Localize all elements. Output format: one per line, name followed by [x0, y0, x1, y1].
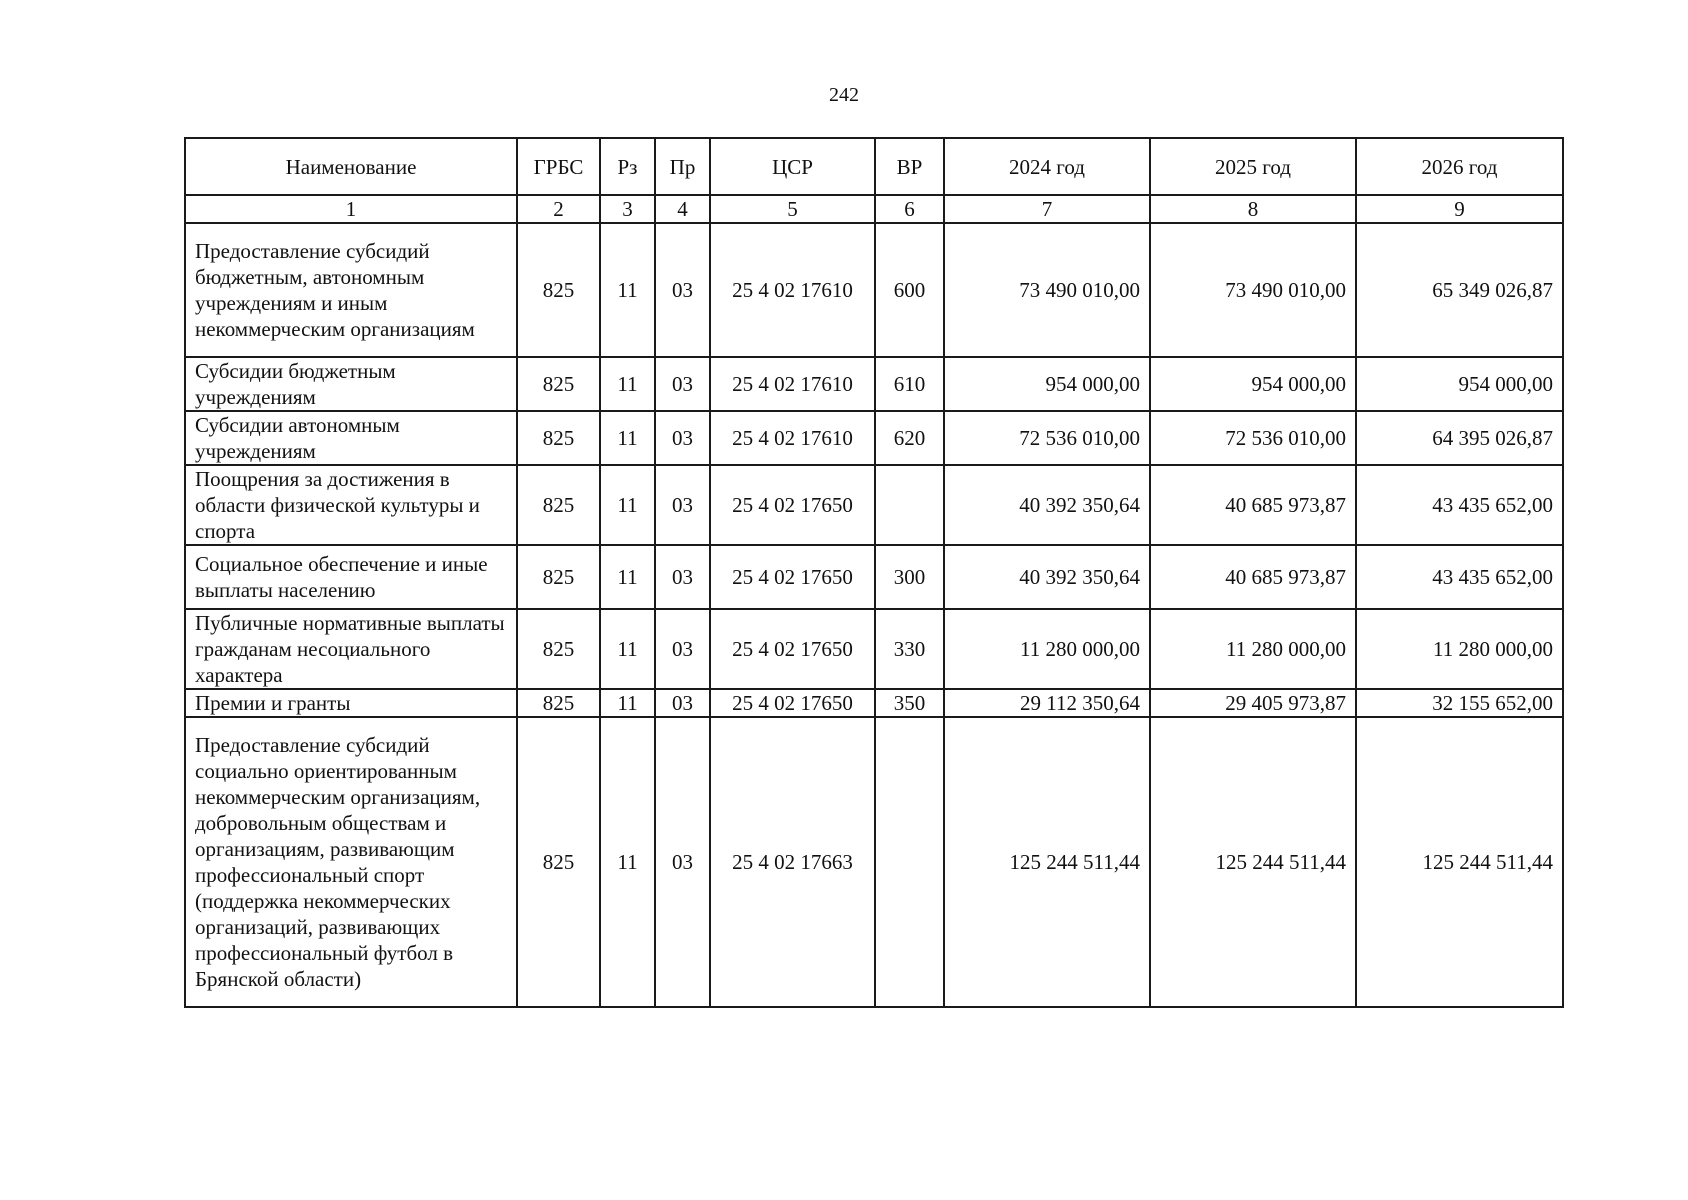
row-vr: [875, 465, 944, 545]
row-amount-2025: 73 490 010,00: [1150, 223, 1356, 357]
header-2026: 2026 год: [1356, 138, 1563, 195]
row-csr: 25 4 02 17650: [710, 689, 875, 717]
row-vr: 300: [875, 545, 944, 609]
row-grbs: 825: [517, 545, 600, 609]
header-2024: 2024 год: [944, 138, 1150, 195]
row-amount-2024: 29 112 350,64: [944, 689, 1150, 717]
header-vr: ВР: [875, 138, 944, 195]
column-number: 7: [944, 195, 1150, 223]
column-number: 4: [655, 195, 710, 223]
row-pr: 03: [655, 689, 710, 717]
row-name: Премии и гранты: [185, 689, 517, 717]
table-row: [185, 545, 1563, 609]
row-grbs: 825: [517, 717, 600, 1007]
column-number-row: [185, 195, 1563, 223]
page-number: 242: [829, 84, 859, 106]
header-name: Наименование: [185, 138, 517, 195]
row-amount-2024: 125 244 511,44: [944, 717, 1150, 1007]
header-2025: 2025 год: [1150, 138, 1356, 195]
row-amount-2025: 954 000,00: [1150, 357, 1356, 411]
row-amount-2025: 72 536 010,00: [1150, 411, 1356, 465]
row-pr: 03: [655, 411, 710, 465]
row-vr: [875, 717, 944, 1007]
row-amount-2025: 125 244 511,44: [1150, 717, 1356, 1007]
row-amount-2025: 29 405 973,87: [1150, 689, 1356, 717]
row-amount-2026: 11 280 000,00: [1356, 609, 1563, 689]
row-amount-2024: 72 536 010,00: [944, 411, 1150, 465]
row-amount-2024: 73 490 010,00: [944, 223, 1150, 357]
table-row: [185, 411, 1563, 465]
header-grbs: ГРБС: [517, 138, 600, 195]
header-rz: Рз: [600, 138, 655, 195]
row-amount-2026: 65 349 026,87: [1356, 223, 1563, 357]
row-vr: 330: [875, 609, 944, 689]
row-amount-2026: 125 244 511,44: [1356, 717, 1563, 1007]
row-rz: 11: [600, 717, 655, 1007]
row-amount-2025: 40 685 973,87: [1150, 465, 1356, 545]
row-rz: 11: [600, 545, 655, 609]
row-name: Предоставление субсидий социально ориентированным некоммерческим организациям, добровольным обществам и организациям, развивающим профессиональный спорт (поддержка некоммерческих организаций, развивающих профессиональный футбол в Брянской области): [185, 717, 517, 1007]
row-pr: 03: [655, 717, 710, 1007]
row-grbs: 825: [517, 689, 600, 717]
header-row: [185, 138, 1563, 195]
column-number: 3: [600, 195, 655, 223]
row-grbs: 825: [517, 465, 600, 545]
row-csr: 25 4 02 17610: [710, 357, 875, 411]
column-number: 5: [710, 195, 875, 223]
header-pr: Пр: [655, 138, 710, 195]
row-vr: 610: [875, 357, 944, 411]
row-pr: 03: [655, 357, 710, 411]
row-amount-2025: 11 280 000,00: [1150, 609, 1356, 689]
row-name: Предоставление субсидий бюджетным, автономным учреждениям и иным некоммерческим организациям: [185, 223, 517, 357]
row-grbs: 825: [517, 411, 600, 465]
column-number: 1: [185, 195, 517, 223]
row-pr: 03: [655, 223, 710, 357]
column-number: 9: [1356, 195, 1563, 223]
row-name: Субсидии автономным учреждениям: [185, 411, 517, 465]
header-csr: ЦСР: [710, 138, 875, 195]
row-csr: 25 4 02 17610: [710, 411, 875, 465]
row-name: Социальное обеспечение и иные выплаты населению: [185, 545, 517, 609]
row-csr: 25 4 02 17663: [710, 717, 875, 1007]
column-number: 6: [875, 195, 944, 223]
row-amount-2024: 954 000,00: [944, 357, 1150, 411]
row-rz: 11: [600, 689, 655, 717]
row-csr: 25 4 02 17610: [710, 223, 875, 357]
row-name: Субсидии бюджетным учреждениям: [185, 357, 517, 411]
row-amount-2026: 32 155 652,00: [1356, 689, 1563, 717]
table-row: [185, 689, 1563, 717]
row-amount-2026: 64 395 026,87: [1356, 411, 1563, 465]
row-pr: 03: [655, 609, 710, 689]
row-amount-2024: 11 280 000,00: [944, 609, 1150, 689]
row-rz: 11: [600, 465, 655, 545]
column-number: 2: [517, 195, 600, 223]
row-name: Поощрения за достижения в области физической культуры и спорта: [185, 465, 517, 545]
table-row: [185, 223, 1563, 357]
row-amount-2026: 43 435 652,00: [1356, 465, 1563, 545]
column-number: 8: [1150, 195, 1356, 223]
row-csr: 25 4 02 17650: [710, 465, 875, 545]
row-amount-2024: 40 392 350,64: [944, 465, 1150, 545]
row-pr: 03: [655, 545, 710, 609]
row-rz: 11: [600, 609, 655, 689]
row-vr: 620: [875, 411, 944, 465]
row-rz: 11: [600, 411, 655, 465]
row-grbs: 825: [517, 609, 600, 689]
row-csr: 25 4 02 17650: [710, 609, 875, 689]
row-name: Публичные нормативные выплаты гражданам несоциального характера: [185, 609, 517, 689]
row-grbs: 825: [517, 357, 600, 411]
row-csr: 25 4 02 17650: [710, 545, 875, 609]
table-row: [185, 609, 1563, 689]
row-amount-2025: 40 685 973,87: [1150, 545, 1356, 609]
row-grbs: 825: [517, 223, 600, 357]
table-row: [185, 717, 1563, 1007]
row-amount-2026: 954 000,00: [1356, 357, 1563, 411]
row-vr: 350: [875, 689, 944, 717]
row-vr: 600: [875, 223, 944, 357]
budget-table: [184, 137, 1564, 1008]
row-pr: 03: [655, 465, 710, 545]
table-row: [185, 465, 1563, 545]
row-amount-2026: 43 435 652,00: [1356, 545, 1563, 609]
row-amount-2024: 40 392 350,64: [944, 545, 1150, 609]
row-rz: 11: [600, 357, 655, 411]
row-rz: 11: [600, 223, 655, 357]
table-row: [185, 357, 1563, 411]
